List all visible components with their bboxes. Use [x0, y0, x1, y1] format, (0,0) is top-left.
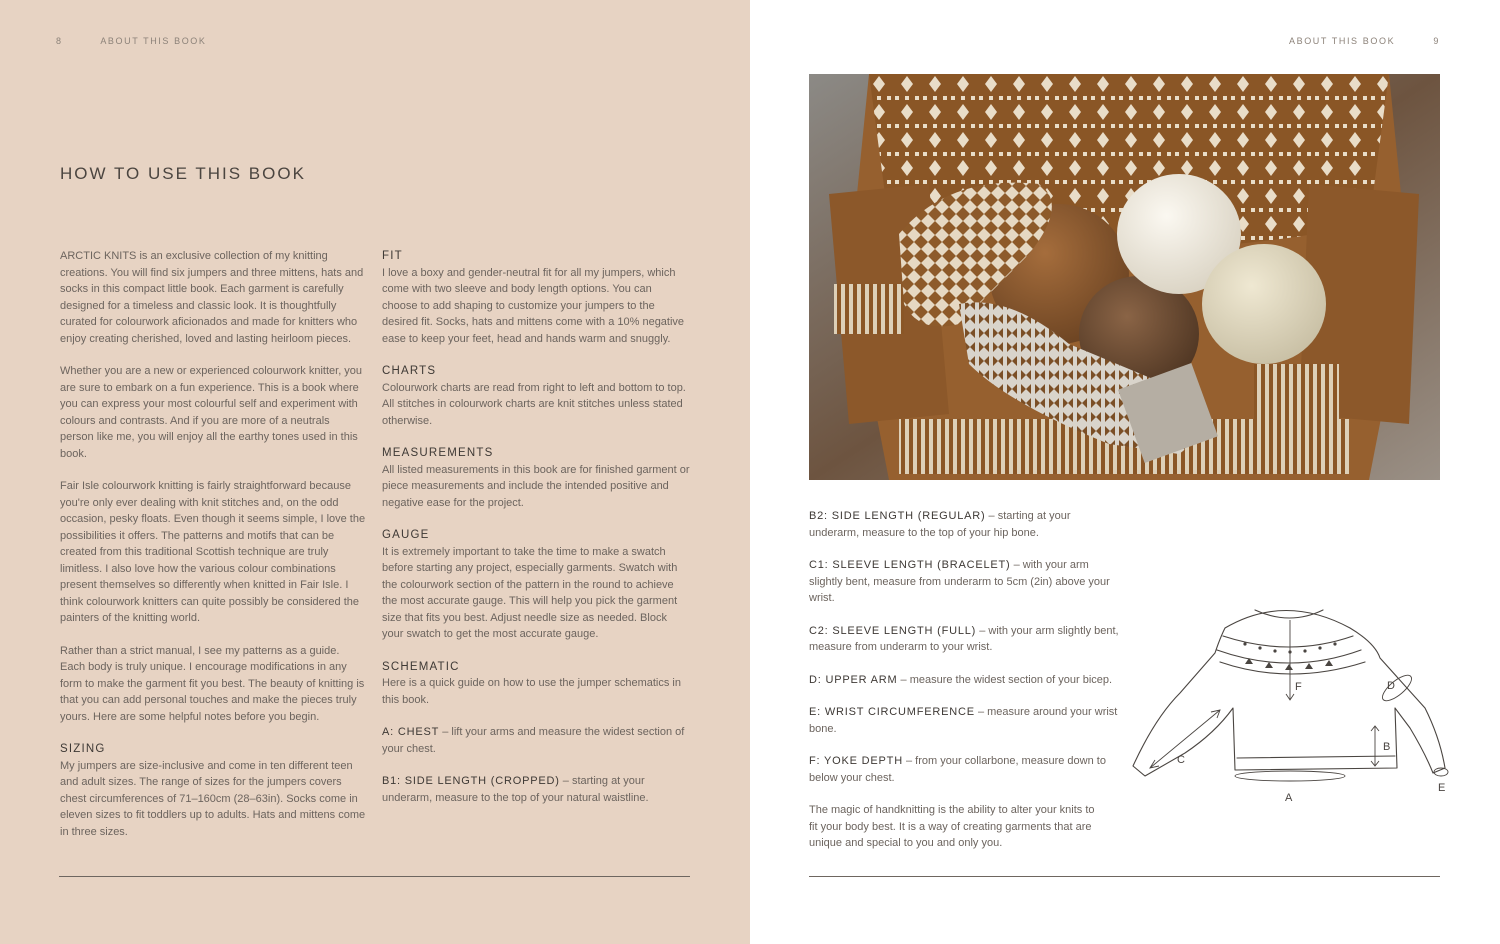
- upper-arm-text: – measure the widest section of your bicep.: [900, 673, 1113, 686]
- wrist-circumference-item: [809, 704, 1119, 737]
- sizing-text: My jumpers are size-inclusive and come in ten different teen and adult sizes. The range of sizes for the jumpers covers chest circumferences of 71–160cm (28–63in). Socks come in eleven sizes to fit toddlers up to adults. Hats and mittens come in three sizes.: [60, 759, 366, 838]
- upper-arm-term: D: UPPER ARM: [809, 673, 898, 686]
- charts-heading: CHARTS: [382, 365, 437, 377]
- gauge-text: It is extremely important to take the time to make a swatch before starting any project, especially garments. Swatch with the colourwork section of the pattern in the round to achieve the most accurate gauge. This will help you pick the garment size that fits you best. Adjust needle size as needed. Block your swatch to get the most accurate gauge.: [382, 545, 678, 640]
- right-bottom-rule: [809, 876, 1440, 877]
- left-column-2: [382, 248, 690, 822]
- sleeve-length-bracelet-term: C1: SLEEVE LENGTH (BRACELET): [809, 559, 1011, 571]
- right-running-head: [1289, 36, 1440, 46]
- left-page-number: 8: [56, 36, 63, 46]
- left-section-label: ABOUT THIS BOOK: [100, 36, 207, 46]
- right-section-label: ABOUT THIS BOOK: [1288, 36, 1396, 46]
- measurements-heading: MEASUREMENTS: [382, 447, 494, 459]
- measurements-text: All listed measurements in this book are for finished garment or piece measurements and include the intended positive and negative ease for the project.: [382, 463, 690, 509]
- fit-section: [382, 248, 690, 347]
- schematic-label-b: B: [1383, 741, 1391, 753]
- schematic-heading: SCHEMATIC: [382, 660, 460, 673]
- measurements-section: [382, 445, 690, 511]
- charts-text: Colourwork charts are read from right to left and bottom to top. All stitches in colourwork charts are knit stitches unless stated otherwise.: [382, 381, 686, 427]
- schematic-label-e: E: [1438, 782, 1446, 794]
- side-length-cropped-text: – starting at your underarm, measure to the top of your natural waistline.: [382, 775, 649, 804]
- chest-term: A: CHEST: [382, 726, 440, 738]
- left-running-head: [56, 36, 207, 46]
- wrist-circumference-text: – measure around your wrist bone.: [809, 706, 1118, 735]
- side-length-regular-text: – starting at your underarm, measure to the top of your hip bone.: [809, 510, 1071, 539]
- intro-paragraph-4: Rather than a strict manual, I see my patterns as a guide. Each body is truly unique. I encourage modifications in any form to make the garment fit you best. The beauty of knitting is that you can add personal touches and make the pieces truly yours. Here are some helpful notes before you begin.: [60, 644, 365, 723]
- right-page-number: 9: [1433, 36, 1440, 46]
- schematic-text: Here is a quick guide on how to use the jumper schematics in this book.: [382, 677, 681, 706]
- gauge-heading: GAUGE: [382, 529, 430, 541]
- jumper-schematic: [1125, 598, 1450, 810]
- intro-paragraph-3: Fair Isle colourwork knitting is fairly straightforward because you're only ever dealing with knit stitches and, on the odd occasion, pesky floats. Even though it seems simple, I love the possibilities it offers. The patterns and motifs that can be created from this traditional Scottish technique are truly limitless. I also love how the various colour combinations present themselves so differently when knitted in Fair Isle. I think colourwork knitters can quite possibly be considered the painters of the knitting world.: [60, 480, 366, 624]
- side-length-cropped-item: [382, 773, 690, 806]
- wrist-circumference-term: E: WRIST CIRCUMFERENCE: [809, 706, 975, 718]
- closing-paragraph: The magic of handknitting is the ability to alter your knits to fit your body best. It is a way of creating garments that are unique and special to you and only you.: [809, 804, 1095, 849]
- intro-paragraph-2: Whether you are a new or experienced colourwork knitter, you are sure to embark on a fun experience. This is a book where you can express your most colourful self and experiment with colours and contrasts. And if you are more of a neutrals person like me, you will enjoy all the earthy tones used in this book.: [60, 365, 363, 460]
- schematic-label-f: F: [1295, 681, 1302, 693]
- yoke-depth-item: [809, 753, 1119, 786]
- chest-item: [382, 724, 690, 757]
- right-page: [750, 0, 1500, 944]
- side-length-regular-item: [809, 508, 1119, 541]
- right-column: [809, 508, 1119, 868]
- upper-arm-item: [809, 672, 1119, 689]
- knitwear-photo: [809, 74, 1440, 480]
- fit-text: I love a boxy and gender-neutral fit for all my jumpers, which come with two sleeve and body length options. You can choose to add shaping to customize your jumpers to the desired fit. Socks, hats and mittens come with a 10% negative ease to keep your feet, head and hands warm and snuggly.: [382, 266, 685, 345]
- left-column-1: [60, 248, 366, 856]
- charts-section: [382, 363, 690, 429]
- yoke-depth-term: F: YOKE DEPTH: [809, 755, 903, 767]
- side-length-regular-term: B2: SIDE LENGTH (REGULAR): [809, 510, 986, 522]
- yoke-depth-text: – from your collarbone, measure down to below your chest.: [809, 755, 1106, 784]
- sleeve-length-full-item: [809, 623, 1119, 656]
- sizing-section: [60, 741, 366, 840]
- intro-paragraph-1: ARCTIC KNITS is an exclusive collection of my knitting creations. You will find six jumpers and three mittens, hats and socks in this compact little book. Each garment is carefully designed for a timeless and classic look. It is thoughtfully curated for colourwork aficionados and made for knitters who enjoy creating cherished, loved and lasting heirloom pieces.: [60, 250, 364, 345]
- sleeve-length-full-text: – with your arm slightly bent, measure from underarm to your wrist.: [809, 624, 1119, 653]
- schematic-label-a: A: [1285, 792, 1293, 804]
- side-length-cropped-term: B1: SIDE LENGTH (CROPPED): [382, 775, 560, 787]
- schematic-section: [382, 659, 690, 709]
- sizing-heading: SIZING: [60, 743, 106, 755]
- page-title: HOW TO USE THIS BOOK: [60, 164, 306, 183]
- left-bottom-rule: [59, 876, 690, 877]
- sleeve-length-bracelet-item: [809, 557, 1119, 607]
- sleeve-length-bracelet-text: – with your arm slightly bent, measure from underarm to 5cm (2in) above your wrist.: [809, 559, 1110, 604]
- sleeve-length-full-term: C2: SLEEVE LENGTH (FULL): [809, 624, 977, 637]
- chest-text: – lift your arms and measure the widest section of your chest.: [382, 726, 685, 755]
- schematic-label-c: C: [1177, 754, 1185, 766]
- gauge-section: [382, 527, 690, 643]
- fit-heading: FIT: [382, 250, 403, 262]
- schematic-label-d: D: [1387, 680, 1395, 692]
